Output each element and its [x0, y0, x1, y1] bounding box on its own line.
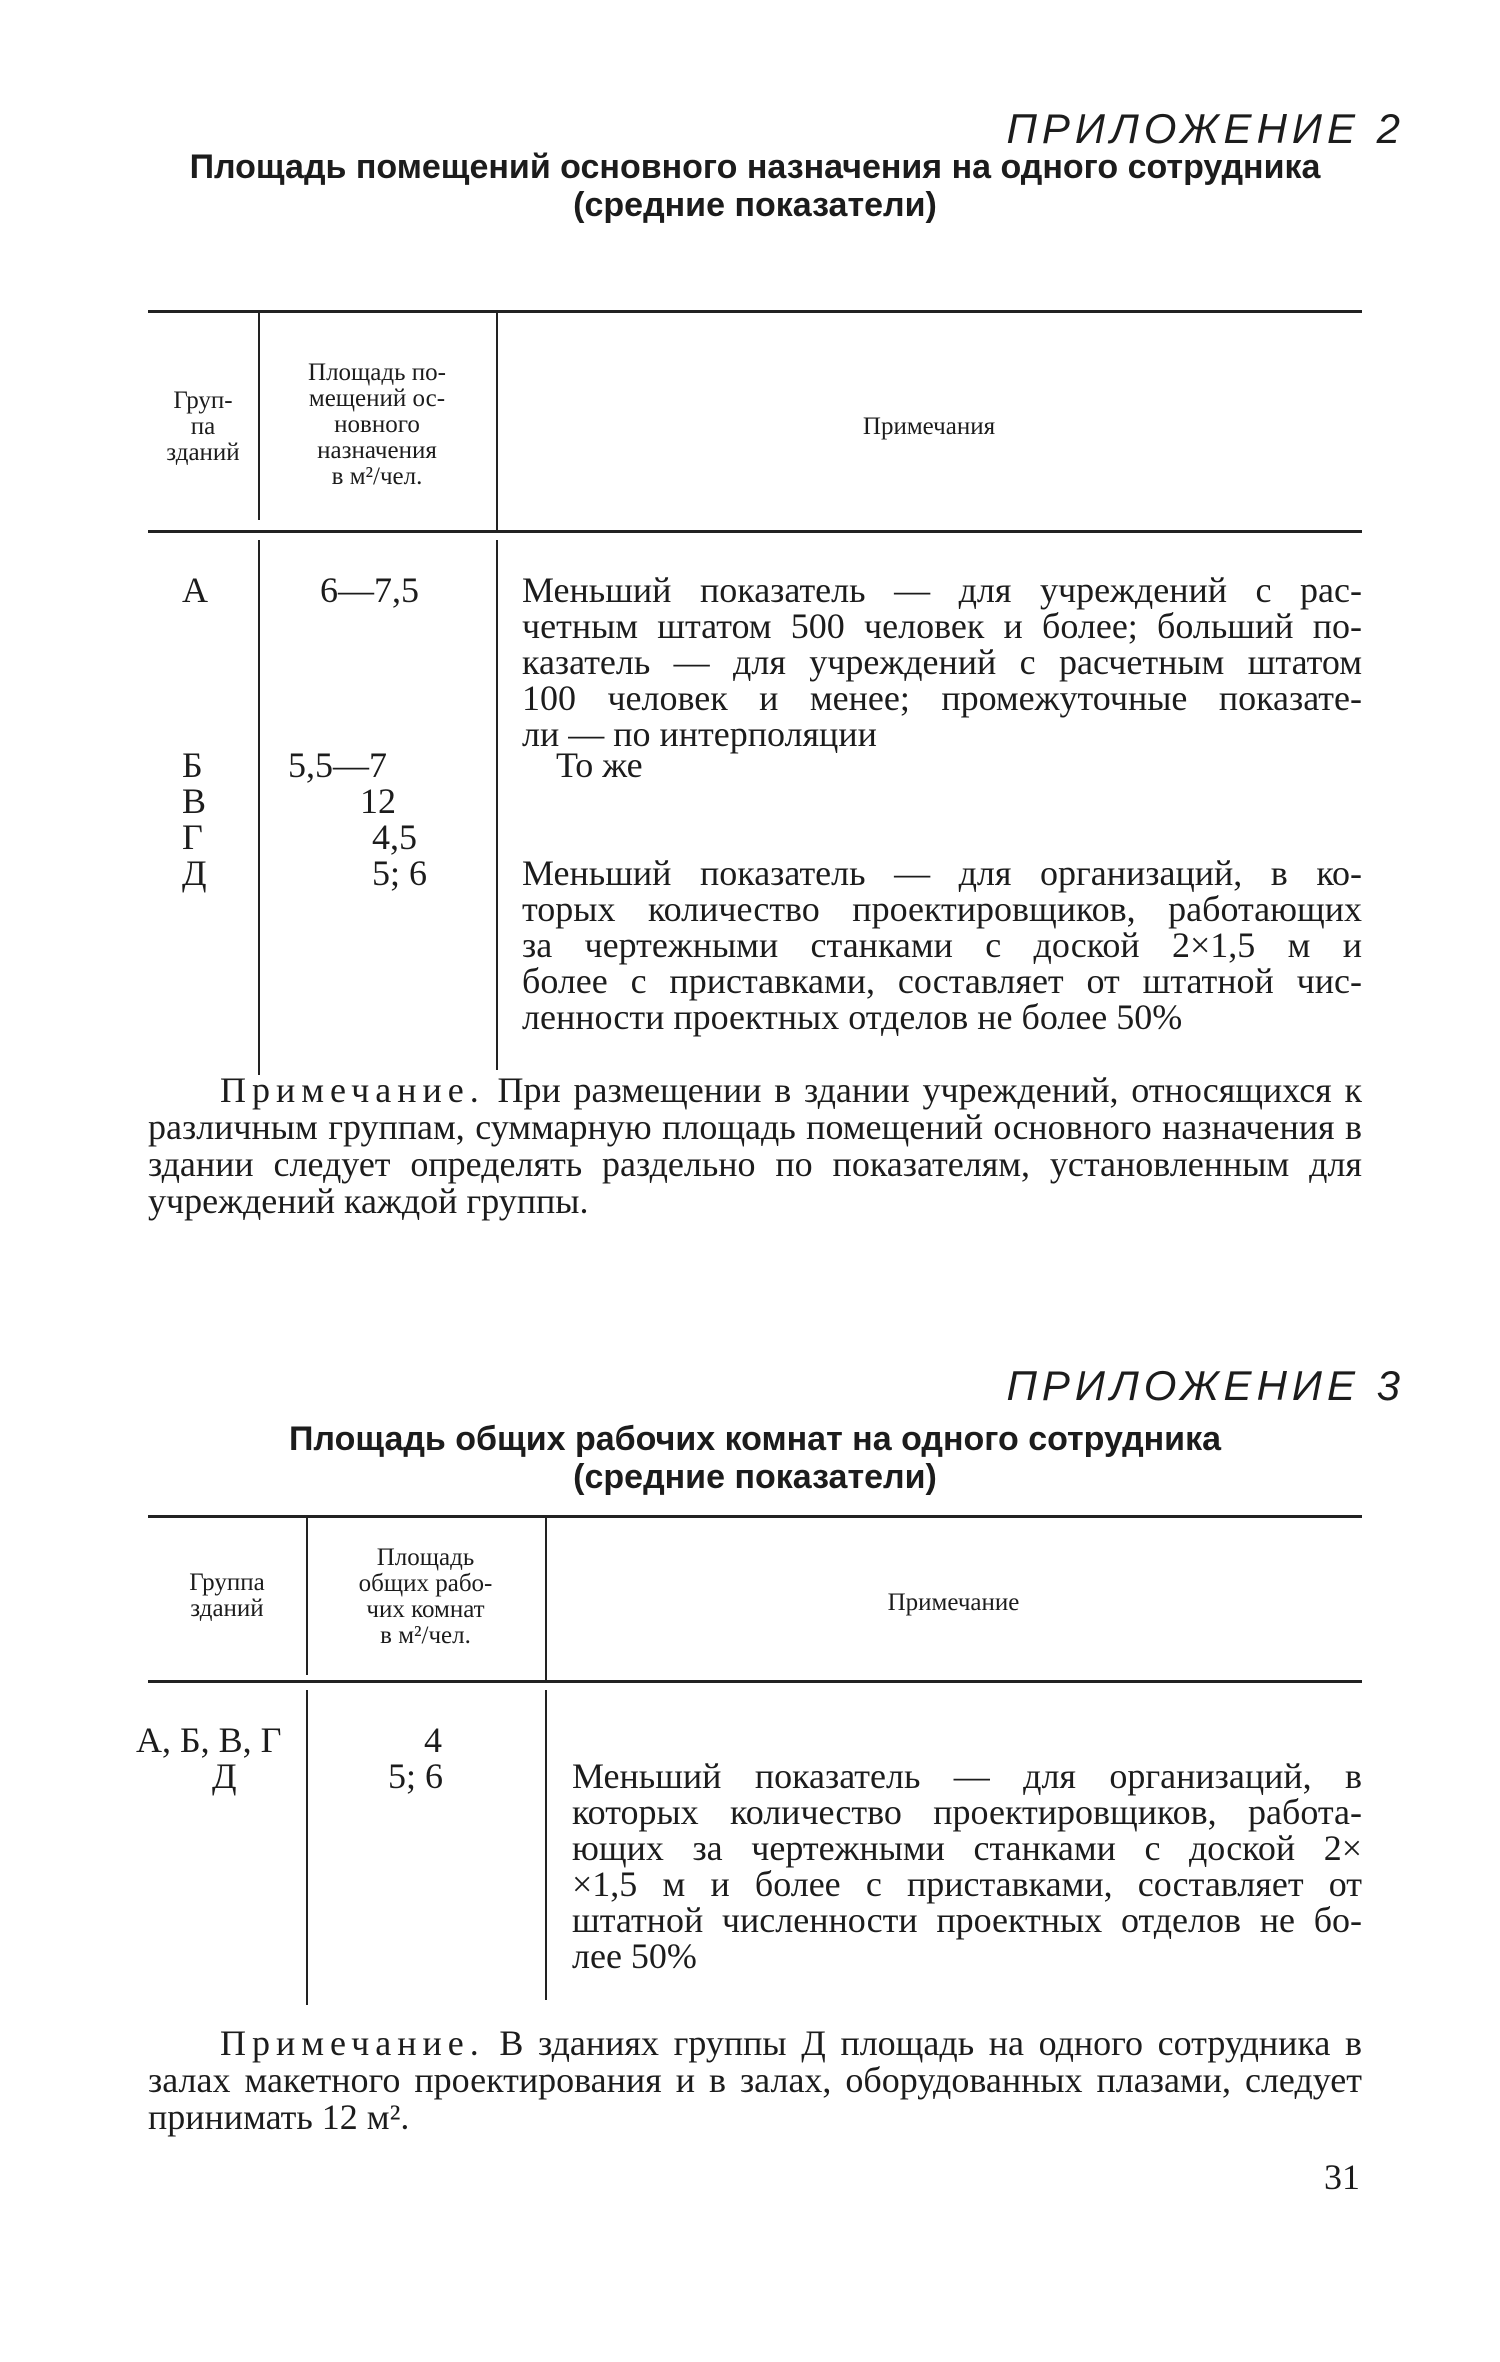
appendix-3-title-line2: (средние показатели) — [573, 1458, 937, 1496]
table-2-group-a: А — [182, 570, 208, 610]
appendix-3-label: ПРИЛОЖЕНИЕ 3 — [1006, 1362, 1405, 1409]
table-2-group-g: Г — [182, 817, 203, 857]
remark-text: В зданиях группы Д площадь на одного сотрудника в залах макетного проектирования и в залах, оборудованных плазами, следует принимать 12 м². — [148, 2023, 1363, 2137]
table-2-area-v: 12 — [360, 781, 396, 821]
table-3-area-d: 5; 6 — [388, 1756, 444, 1796]
table-2-area-a: 6—7,5 — [320, 570, 419, 610]
table-3-header-notes: Примечание — [887, 1589, 1020, 1616]
table-2-area-d: 5; 6 — [372, 853, 428, 893]
remark-label: Примечание. — [220, 2023, 485, 2063]
appendix-2-label: ПРИЛОЖЕНИЕ 2 — [1006, 105, 1405, 152]
table-2-header-notes: Примечания — [862, 413, 996, 440]
table-2-group-v: В — [182, 781, 207, 821]
appendix-3-title-line1: Площадь общих рабочих комнат на одного сотрудника — [288, 1420, 1222, 1458]
table-3-header-area: Площадь общих рабо- чих комнат в м²/чел. — [358, 1544, 493, 1649]
appendix-3-title — [100, 1420, 1410, 1496]
table-3-header-rule — [148, 1680, 1362, 1683]
table-3-divider — [545, 1690, 547, 2000]
appendix-2-title — [100, 148, 1410, 224]
table-2-divider — [258, 540, 260, 1075]
table-2-note-a: Меньший показатель — для учреждений с рас- четным штатом 500 человек и более; больший по- казатель — для учреждений с расчетным штатом 100 человек и менее; промежуточные показате- ли — по интерполяции — [522, 570, 1362, 754]
table-2-header-rule — [148, 530, 1362, 533]
appendix-3-remark — [148, 2025, 1362, 2136]
page-number: 31 — [1324, 2157, 1360, 2197]
appendix-2-title-line2: (средние показатели) — [573, 186, 937, 224]
remark-text: При размещении в здании учреждений, относящихся к различным группам, суммарную площадь помещений основного назначения в здании следует определять раздельно по показателям, установленным для учреждений каждой группы. — [148, 1070, 1363, 1221]
table-3-group-abvg: А, Б, В, Г — [136, 1720, 282, 1760]
appendix-2-title-line1: Площадь помещений основного назначения на одного сотрудника — [189, 148, 1321, 186]
table-3-area-abvg: 4 — [424, 1720, 442, 1760]
remark-label: Примечание. — [220, 1070, 485, 1110]
table-2-divider — [496, 540, 498, 1070]
table-2-top-rule — [148, 310, 1362, 313]
table-2-header-group: Груп- па зданий — [166, 387, 240, 466]
table-2-area-b: 5,5—7 — [288, 745, 387, 785]
appendix-2-remark — [148, 1072, 1362, 1220]
table-2-group-d: Д — [182, 853, 207, 893]
table-3-top-rule — [148, 1515, 1362, 1518]
table-3-divider — [306, 1690, 308, 2005]
table-2-header-area: Площадь по- мещений ос- новного назначения в м²/чел. — [308, 359, 446, 490]
table-3-note-d: Меньший показатель — для организаций, в которых количество проектировщиков, работа- ющих за чертежными станками с доской 2× ×1,5 м и более с приставками, составляет от штатной численности проектных отделов не бо- лее 50% — [572, 1756, 1362, 1976]
table-2-note-d: Меньший показатель — для организаций, в ко- торых количество проектировщиков, работающих за чертежными станками с доской 2×1,5 м и более с приставками, составляет от штатной чис- ленности проектных отделов не более 50% — [522, 853, 1362, 1037]
table-2-area-g: 4,5 — [372, 817, 417, 857]
table-2-group-b: Б — [182, 745, 203, 785]
table-3-group-d: Д — [212, 1756, 237, 1796]
table-3-header-group: Группа зданий — [189, 1569, 265, 1622]
table-2-note-b: То же — [556, 745, 643, 785]
